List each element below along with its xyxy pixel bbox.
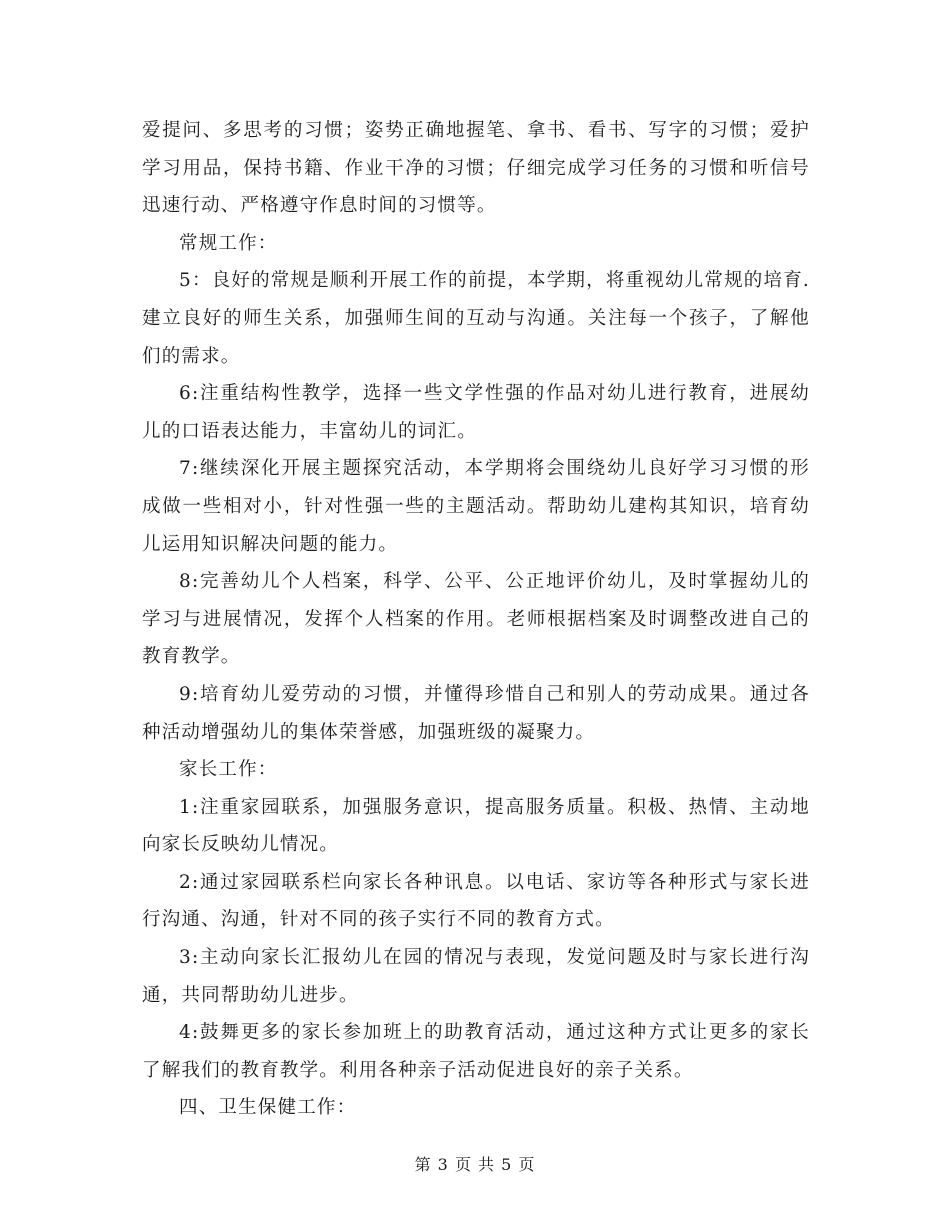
- paragraph-parent-item-1: 1:注重家园联系，加强服务意识，提高服务质量。积极、热情、主动地向家长反映幼儿情况。: [142, 796, 810, 856]
- document-body: [142, 112, 810, 1127]
- paragraph-item-7: 7:继续深化开展主题探究活动，本学期将会围绕幼儿良好学习习惯的形成做一些相对小，针对性强一些的主题活动。帮助幼儿建构其知识，培育幼儿运用知识解决问题的能力。: [142, 458, 810, 555]
- paragraph-habits-continued: 爱提问、多思考的习惯；姿势正确地握笔、拿书、看书、写字的习惯；爱护学习用品，保持书籍、作业干净的习惯；仔细完成学习任务的习惯和听信号迅速行动、严格遵守作息时间的习惯等。: [142, 120, 810, 217]
- paragraph-item-9: 9:培育幼儿爱劳动的习惯，并懂得珍惜自己和别人的劳动成果。通过各种活动增强幼儿的集体荣誉感，加强班级的凝聚力。: [142, 683, 810, 743]
- paragraph-parent-item-3: 3:主动向家长汇报幼儿在园的情况与表现，发觉问题及时与家长进行沟通，共同帮助幼儿进步。: [142, 947, 810, 1006]
- heading-routine-work: 常规工作：: [179, 232, 278, 254]
- paragraph-parent-item-4: 4:鼓舞更多的家长参加班上的助教育活动，通过这种方式让更多的家长了解我们的教育教学。利用各种亲子活动促进良好的亲子关系。: [142, 1022, 810, 1081]
- heading-parent-work: 家长工作：: [179, 759, 278, 781]
- paragraph-item-6: 6:注重结构性教学，选择一些文学性强的作品对幼儿进行教育，进展幼儿的口语表达能力，丰富幼儿的词汇。: [142, 383, 810, 442]
- paragraph-parent-item-2: 2:通过家园联系栏向家长各种讯息。以电话、家访等各种形式与家长进行沟通、沟通，针对不同的孩子实行不同的教育方式。: [142, 871, 810, 931]
- paragraph-item-5: 5：良好的常规是顺利开展工作的前提，本学期，将重视幼儿常规的培育.建立良好的师生关系，加强师生间的互动与沟通。关注每一个孩子，了解他们的需求。: [142, 270, 810, 367]
- page-footer: 第 3 页 共 5 页: [414, 1155, 536, 1174]
- paragraph-item-8: 8:完善幼儿个人档案，科学、公平、公正地评价幼儿，及时掌握幼儿的学习与进展情况，发挥个人档案的作用。老师根据档案及时调整改进自己的教育教学。: [142, 571, 810, 668]
- heading-health-care: 四、卫生保健工作：: [179, 1097, 357, 1119]
